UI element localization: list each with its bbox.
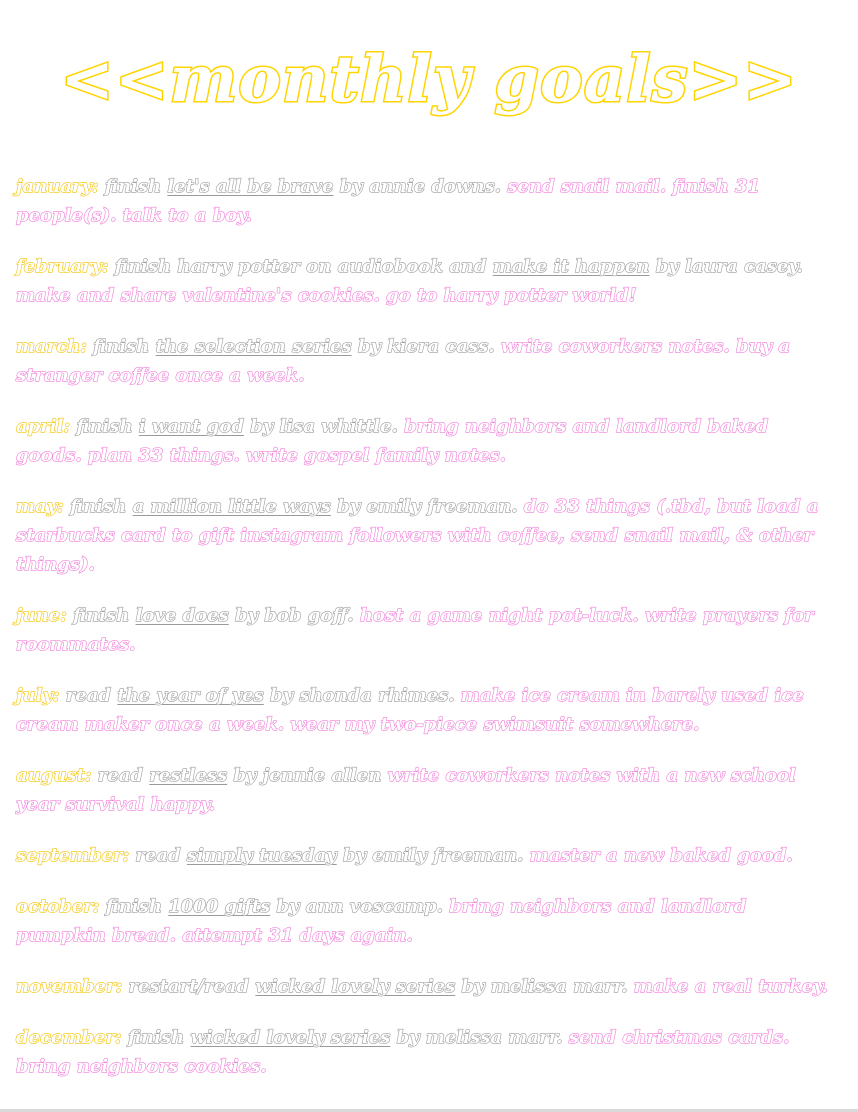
book-title: wicked lovely series [255, 976, 456, 997]
goal-item [16, 252, 840, 310]
goal-item [16, 1023, 840, 1081]
goal-action: read [91, 765, 150, 786]
book-title: 1000 gifts [168, 896, 271, 917]
month-label: april: [16, 416, 71, 437]
extra-goals: host a game night pot-luck. write prayers for roommates. [16, 605, 814, 655]
book-author: by lisa whittle. [243, 416, 398, 437]
month-label: september: [16, 845, 130, 866]
book-author: by melissa marr. [390, 1027, 563, 1048]
goal-item [16, 412, 840, 470]
extra-goals: do 33 things (.tbd, but load a starbucks card to gift instagram followers with coffee, send snail mail, & other things). [16, 496, 819, 575]
month-label: july: [16, 685, 60, 706]
book-author: by melissa marr. [455, 976, 628, 997]
book-author: by emily freeman. [336, 845, 524, 866]
month-label: august: [16, 765, 92, 786]
goal-item [16, 172, 840, 230]
goal-action: finish [98, 176, 168, 197]
goal-item [16, 492, 840, 579]
month-label: january: [16, 176, 99, 197]
month-label: february: [16, 256, 109, 277]
goal-action: finish [86, 336, 156, 357]
goal-item [16, 332, 840, 390]
goal-action: finish harry potter on audiobook and [108, 256, 493, 277]
book-author: by bob goff. [228, 605, 354, 626]
extra-goals: make a real turkey. [627, 976, 828, 997]
book-author: by jennie allen [227, 765, 382, 786]
book-title: love does [135, 605, 229, 626]
extra-goals: write coworkers notes with a new school year survival happy. [16, 765, 796, 815]
goal-action: finish [66, 605, 136, 626]
extra-goals: master a new baked good. [523, 845, 793, 866]
book-title: a million little ways [132, 496, 331, 517]
month-label: march: [16, 336, 87, 357]
month-label: may: [16, 496, 64, 517]
book-title: let's all be brave [167, 176, 334, 197]
extra-goals: write coworkers notes. buy a stranger coffee once a week. [16, 336, 791, 386]
goal-action: finish [99, 896, 169, 917]
book-title: wicked lovely series [190, 1027, 391, 1048]
book-author: by ann voscamp. [270, 896, 444, 917]
month-label: october: [16, 896, 100, 917]
goal-action: finish [121, 1027, 191, 1048]
goal-action: finish [63, 496, 133, 517]
goal-item [16, 601, 840, 659]
goal-item [16, 892, 840, 950]
month-label: june: [16, 605, 67, 626]
book-title: the selection series [155, 336, 352, 357]
extra-goals: make and share valentine's cookies. go to harry potter world! [16, 285, 637, 306]
book-author: by annie downs. [333, 176, 501, 197]
book-author: by kiera cass. [351, 336, 495, 357]
extra-goals: bring neighbors and landlord baked goods. plan 33 things. write gospel family notes. [16, 416, 769, 466]
book-title: the year of yes [117, 685, 264, 706]
extra-goals: send snail mail. finish 31 people(s). talk to a boy. [16, 176, 761, 226]
month-label: november: [16, 976, 123, 997]
goal-item [16, 972, 840, 1001]
extra-goals: bring neighbors and landlord pumpkin bread. attempt 31 days again. [16, 896, 747, 946]
book-author: by laura casey. [649, 256, 803, 277]
goal-action: restart/read [122, 976, 256, 997]
goal-action: read [59, 685, 118, 706]
goals-list [16, 172, 840, 1103]
book-title: restless [149, 765, 228, 786]
extra-goals: send christmas cards. bring neighbors cookies. [16, 1027, 790, 1077]
goal-item [16, 681, 840, 739]
page-title: <<monthly goals>> [60, 42, 798, 117]
book-title: make it happen [492, 256, 650, 277]
book-author: by emily freeman. [330, 496, 518, 517]
month-label: december: [16, 1027, 122, 1048]
goal-item [16, 841, 840, 870]
extra-goals: make ice cream in barely used ice cream maker once a week. wear my two-piece swimsuit somewhere. [16, 685, 804, 735]
goal-action: read [129, 845, 187, 866]
book-title: i want god [138, 416, 244, 437]
book-author: by shonda rhimes. [263, 685, 455, 706]
goal-item [16, 761, 840, 819]
book-title: simply tuesday [186, 845, 337, 866]
goal-action: finish [70, 416, 139, 437]
